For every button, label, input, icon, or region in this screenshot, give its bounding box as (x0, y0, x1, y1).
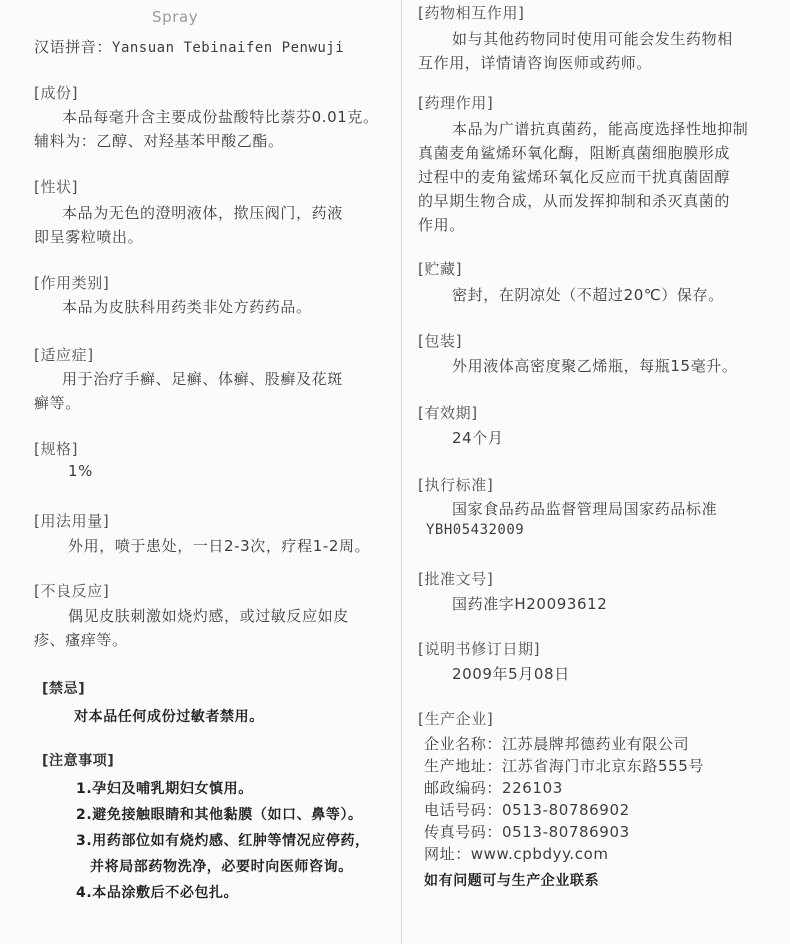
pharmacology-heading: [药理作用] (418, 94, 494, 112)
precautions-item-3b: 并将局部药物洗净，必要时向医师咨询。 (90, 859, 353, 875)
adverse-heading: [不良反应] (34, 582, 110, 600)
dosage-line-1: 外用，喷于患处，一日2-3次，疗程1-2周。 (68, 537, 371, 555)
contraindications-heading: [禁忌] (42, 681, 86, 697)
packaging-heading: [包装] (418, 332, 463, 350)
precautions-item-4: 4.本品涂敷后不必包扎。 (76, 885, 239, 901)
appearance-heading: [性状] (34, 178, 79, 196)
pharmacology-line-4: 的早期生物合成，从而发挥抑制和杀灭真菌的 (418, 192, 731, 210)
standard-heading: [执行标准] (418, 476, 494, 494)
pinyin-value: Yansuan Tebinaifen Penwuji (112, 40, 345, 56)
ingredients-line-2: 辅料为：乙醇、对羟基苯甲酸乙酯。 (34, 132, 284, 150)
adverse-line-2: 疹、瘙痒等。 (34, 631, 128, 649)
dosage-heading: [用法用量] (34, 512, 110, 530)
column-divider (401, 0, 402, 944)
category-heading: [作用类别] (34, 274, 110, 292)
pinyin-row (34, 36, 344, 57)
pharmacology-line-1: 本品为广谱抗真菌药，能高度选择性地抑制 (452, 120, 749, 138)
interactions-heading: [药物相互作用] (418, 4, 525, 22)
precautions-item-2: 2.避免接触眼睛和其他黏膜（如口、鼻等）。 (76, 807, 363, 823)
manufacturer-fax: 传真号码：0513-80786903 (424, 823, 630, 841)
precautions-heading: [注意事项] (42, 753, 115, 769)
storage-line-1: 密封，在阴凉处（不超过20℃）保存。 (452, 286, 724, 304)
revision-line-1: 2009年5月08日 (452, 665, 570, 683)
manufacturer-address: 生产地址：江苏省海门市北京东路555号 (424, 757, 705, 775)
validity-line-1: 24个月 (452, 429, 504, 447)
specification-heading: [规格] (34, 440, 79, 458)
pharmacology-line-3: 过程中的麦角鲨烯环氧化反应而干扰真菌固醇 (418, 168, 731, 186)
interactions-line-2: 互作用，详情请咨询医师或药师。 (418, 54, 653, 72)
interactions-line-1: 如与其他药物同时使用可能会发生药物相 (452, 30, 733, 48)
manufacturer-contact-note: 如有问题可与生产企业联系 (424, 873, 600, 889)
appearance-line-1: 本品为无色的澄明液体，揿压阀门，药液 (62, 204, 343, 222)
standard-line-1: 国家食品药品监督管理局国家药品标准 (452, 500, 718, 518)
category-line-1: 本品为皮肤科用药类非处方药药品。 (62, 298, 312, 316)
revision-heading: [说明书修订日期] (418, 640, 541, 658)
precautions-item-1: 1.孕妇及哺乳期妇女慎用。 (76, 781, 253, 797)
english-name-spray: Spray (152, 8, 199, 26)
appearance-line-2: 即呈雾粒喷出。 (34, 228, 144, 246)
specification-line-1: 1% (68, 462, 93, 480)
pharmacology-line-2: 真菌麦角鲨烯环氧化酶，阻断真菌细胞膜形成 (418, 144, 731, 162)
ingredients-heading: [成份] (34, 84, 79, 102)
pharmacology-line-5: 作用。 (418, 216, 465, 234)
approval-heading: [批准文号] (418, 570, 494, 588)
validity-heading: [有效期] (418, 404, 478, 422)
ingredients-line-1: 本品每毫升含主要成份盐酸特比萘芬0.01克。 (62, 108, 379, 126)
manufacturer-postcode: 邮政编码：226103 (424, 779, 563, 797)
manufacturer-heading: [生产企业] (418, 710, 494, 728)
manufacturer-name: 企业名称：江苏晨牌邦德药业有限公司 (424, 735, 690, 753)
contraindications-line-1: 对本品任何成份过敏者禁用。 (74, 709, 264, 725)
pinyin-label: 汉语拼音： (34, 38, 113, 56)
precautions-item-3a: 3.用药部位如有烧灼感、红肿等情况应停药， (76, 833, 370, 849)
indications-line-2: 癣等。 (34, 394, 81, 412)
adverse-line-1: 偶见皮肤刺激如烧灼感，或过敏反应如皮 (68, 607, 349, 625)
indications-heading: [适应症] (34, 346, 94, 364)
storage-heading: [贮藏] (418, 260, 463, 278)
manufacturer-phone: 电话号码：0513-80786902 (424, 801, 630, 819)
standard-line-2: YBH05432009 (426, 522, 525, 538)
approval-line-1: 国药准字H20093612 (452, 595, 608, 613)
packaging-line-1: 外用液体高密度聚乙烯瓶，每瓶15毫升。 (452, 357, 738, 375)
indications-line-1: 用于治疗手癣、足癣、体癣、股癣及花斑 (62, 370, 343, 388)
manufacturer-website: 网址：www.cpbdyy.com (424, 845, 609, 863)
